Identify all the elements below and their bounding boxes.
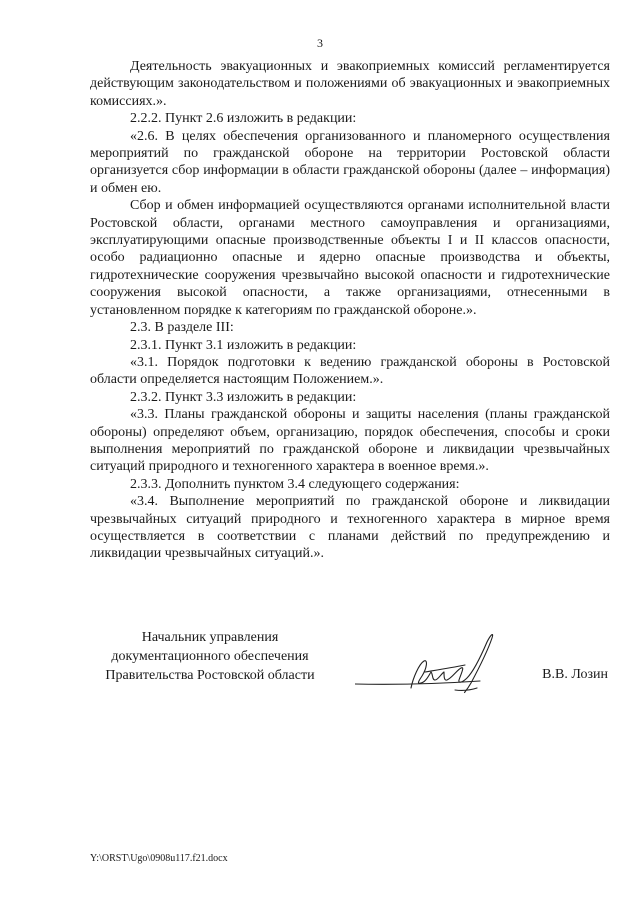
- signatory-title-line: Начальник управления: [141, 630, 279, 645]
- paragraph-item-2-3-2: 2.3.2. Пункт 3.3 изложить в редакции:: [130, 389, 357, 405]
- signatory-title-line: Правительства Ростовской области: [105, 668, 315, 683]
- signatory-name: В.В. Лозин: [542, 667, 608, 682]
- footer-file-path: Y:\ORST\Ugo\0908u117.f21.docx: [90, 853, 228, 864]
- paragraph-item-2-3-3: 2.3.3. Дополнить пунктом 3.4 следующего содержания:: [130, 476, 460, 492]
- paragraph-point-3-4: «3.4. Выполнение мероприятий по гражданской обороне и ликвидации чрезвычайных ситуаций природного и техногенного характера в мирное время осуществляется в соответствии с планами действий по предупреждению и ликвидации чрезвычайных ситуаций.».: [90, 494, 610, 562]
- page-number: 3: [317, 36, 323, 50]
- signatory-title-line: документационного обеспечения: [111, 649, 309, 664]
- paragraph-item-2-3: 2.3. В разделе III:: [130, 320, 234, 336]
- paragraph-information-exchange: Сбор и обмен информацией осуществляются органами исполнительной власти Ростовской области, органами местного самоуправления и организациями, эксплуатирующими опасные производственные объекты I и II классов опасности, особо радиационно опасные и ядерно опасные производства и объекты, гидротехнические сооружения чрезвычайно высокой опасности и гидротехнические сооружения высокой опасности, а также организациями, отнесенными в установленном порядке к категориям по гражданской обороне.».: [90, 198, 610, 318]
- paragraph-item-2-3-1: 2.3.1. Пункт 3.1 изложить в редакции:: [130, 337, 357, 353]
- paragraph-point-3-3: «3.3. Планы гражданской обороны и защиты населения (планы гражданской обороны) определяют объем, организацию, порядок обеспечения, способы и сроки выполнения мероприятий по гражданской обороне и ликвидации чрезвычайных ситуаций природного и техногенного характера в военное время.».: [90, 407, 610, 475]
- handwritten-signature: [355, 628, 515, 698]
- signatory-title: [90, 628, 330, 685]
- signature-block: [0, 628, 640, 708]
- paragraph-evacuation-commissions: Деятельность эвакуационных и эвакоприемных комиссий регламентируется действующим законодательством и положениями об эвакуационных и эвакоприемных комиссиях.».: [90, 59, 610, 109]
- paragraph-point-2-6: «2.6. В целях обеспечения организованного и планомерного осуществления мероприятий по гражданской обороне на территории Ростовской области организуется сбор информации в области гражданской обороны (далее – информация) и обмен ею.: [90, 128, 610, 196]
- paragraph-point-3-1: «3.1. Порядок подготовки к ведению гражданской обороны в Ростовской области определяется настоящим Положением.».: [90, 354, 610, 388]
- paragraph-item-2-2-2: 2.2.2. Пункт 2.6 изложить в редакции:: [130, 111, 357, 127]
- document-body: [90, 58, 610, 563]
